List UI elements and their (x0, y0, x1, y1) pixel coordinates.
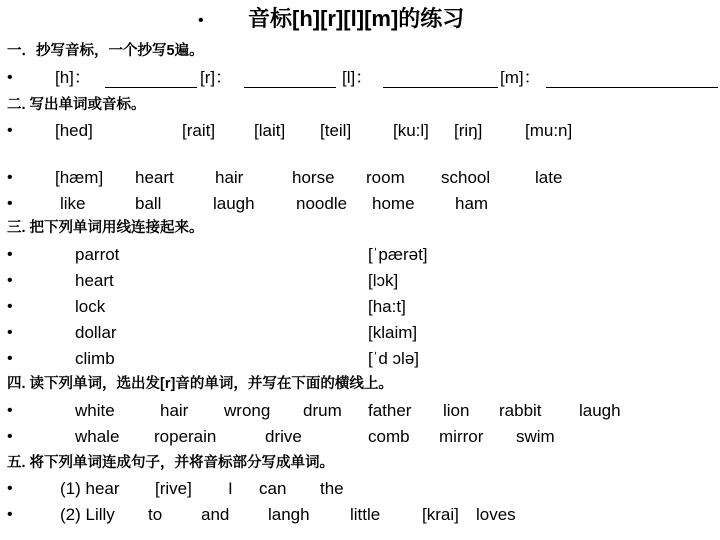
match-word[interactable]: climb (75, 349, 115, 368)
bullet: • (7, 480, 13, 497)
bullet: • (7, 324, 13, 341)
exercise-item: laugh (579, 401, 621, 420)
bullet: • (7, 122, 13, 139)
match-word[interactable]: dollar (75, 323, 117, 342)
exercise-item: the (320, 479, 344, 498)
exercise-item: white (75, 401, 115, 420)
exercise-item: wrong (224, 401, 271, 420)
title-bullet: • (198, 12, 204, 29)
exercise-item: to (148, 505, 163, 524)
bullet: • (7, 428, 13, 445)
match-phonetic[interactable]: [ˈpærət] (368, 245, 428, 264)
exercise-item: [hæm] (55, 168, 104, 187)
exercise-item: hair (215, 168, 244, 187)
exercise-item: [riŋ] (454, 121, 483, 140)
section-3-heading: 三. 把下列单词用线连接起来。 (7, 220, 204, 236)
exercise-item: [teil] (320, 121, 352, 140)
exercise-item: room (366, 168, 405, 187)
exercise-item: [rive] (155, 479, 192, 498)
exercise-item: little (350, 505, 381, 524)
bullet: • (7, 298, 13, 315)
match-phonetic[interactable]: [lɔk] (368, 271, 399, 290)
exercise-item: roperain (154, 427, 217, 446)
section-5-heading: 五. 将下列单词连成句子，并将音标部分写成单词。 (7, 455, 335, 471)
section-2-heading: 二. 写出单词或音标。 (7, 97, 146, 113)
exercise-item: hair (160, 401, 189, 420)
bullet: • (7, 69, 13, 86)
exercise-item: (1) hear (60, 479, 120, 498)
match-word[interactable]: heart (75, 271, 114, 290)
bullet: • (7, 195, 13, 212)
exercise-item: [mu:n] (525, 121, 573, 140)
exercise-item: can (259, 479, 287, 498)
exercise-item: heart (135, 168, 174, 187)
exercise-item: ham (455, 194, 489, 213)
exercise-item: late (535, 168, 563, 187)
bullet: • (7, 272, 13, 289)
exercise-item: school (441, 168, 491, 187)
exercise-item: ball (135, 194, 162, 213)
exercise-item: [ku:l] (393, 121, 429, 140)
answer-line-r[interactable] (244, 87, 336, 88)
answer-line-l[interactable] (383, 87, 498, 88)
match-word[interactable]: lock (75, 297, 106, 316)
exercise-item: [lait] (254, 121, 286, 140)
exercise-item: noodle (296, 194, 348, 213)
exercise-item: comb (368, 427, 410, 446)
exercise-item: [rait] (182, 121, 216, 140)
match-phonetic[interactable]: [klaim] (368, 323, 418, 342)
exercise-item: rabbit (499, 401, 542, 420)
exercise-item: drive (265, 427, 302, 446)
bullet: • (7, 350, 13, 367)
exercise-item: horse (292, 168, 335, 187)
exercise-item: lion (443, 401, 470, 420)
phonetic-l-label: [l]： (342, 68, 373, 87)
exercise-item: drum (303, 401, 342, 420)
exercise-item: like (60, 194, 86, 213)
answer-line-h[interactable] (105, 87, 197, 88)
exercise-item: father (368, 401, 412, 420)
bullet: • (7, 506, 13, 523)
section-1-heading: 一．抄写音标，一个抄写5遍。 (7, 43, 204, 59)
answer-line-m[interactable] (546, 87, 718, 88)
exercise-item: I (228, 479, 233, 498)
exercise-item: mirror (439, 427, 484, 446)
exercise-item: swim (516, 427, 555, 446)
exercise-item: (2) Lilly (60, 505, 115, 524)
phonetic-r-label: [r]： (200, 68, 233, 87)
phonetic-m-label: [m]： (500, 68, 541, 87)
exercise-item: laugh (213, 194, 255, 213)
bullet: • (7, 402, 13, 419)
exercise-item: langh (268, 505, 310, 524)
exercise-item: home (372, 194, 415, 213)
bullet: • (7, 169, 13, 186)
match-word[interactable]: parrot (75, 245, 120, 264)
match-phonetic[interactable]: [ˈd ɔlə] (368, 349, 420, 368)
bullet: • (7, 246, 13, 263)
phonetic-h-label: [h]： (55, 68, 91, 87)
exercise-item: [krai] (422, 505, 459, 524)
exercise-item: [hed] (55, 121, 93, 140)
match-phonetic[interactable]: [ha:t] (368, 297, 406, 316)
exercise-item: and (201, 505, 230, 524)
section-4-heading: 四. 读下列单词，选出发[r]音的单词，并写在下面的横线上。 (7, 376, 393, 392)
exercise-item: loves (476, 505, 516, 524)
page-title: 音标[h][r][l][m]的练习 (248, 6, 465, 31)
exercise-item: whale (75, 427, 120, 446)
